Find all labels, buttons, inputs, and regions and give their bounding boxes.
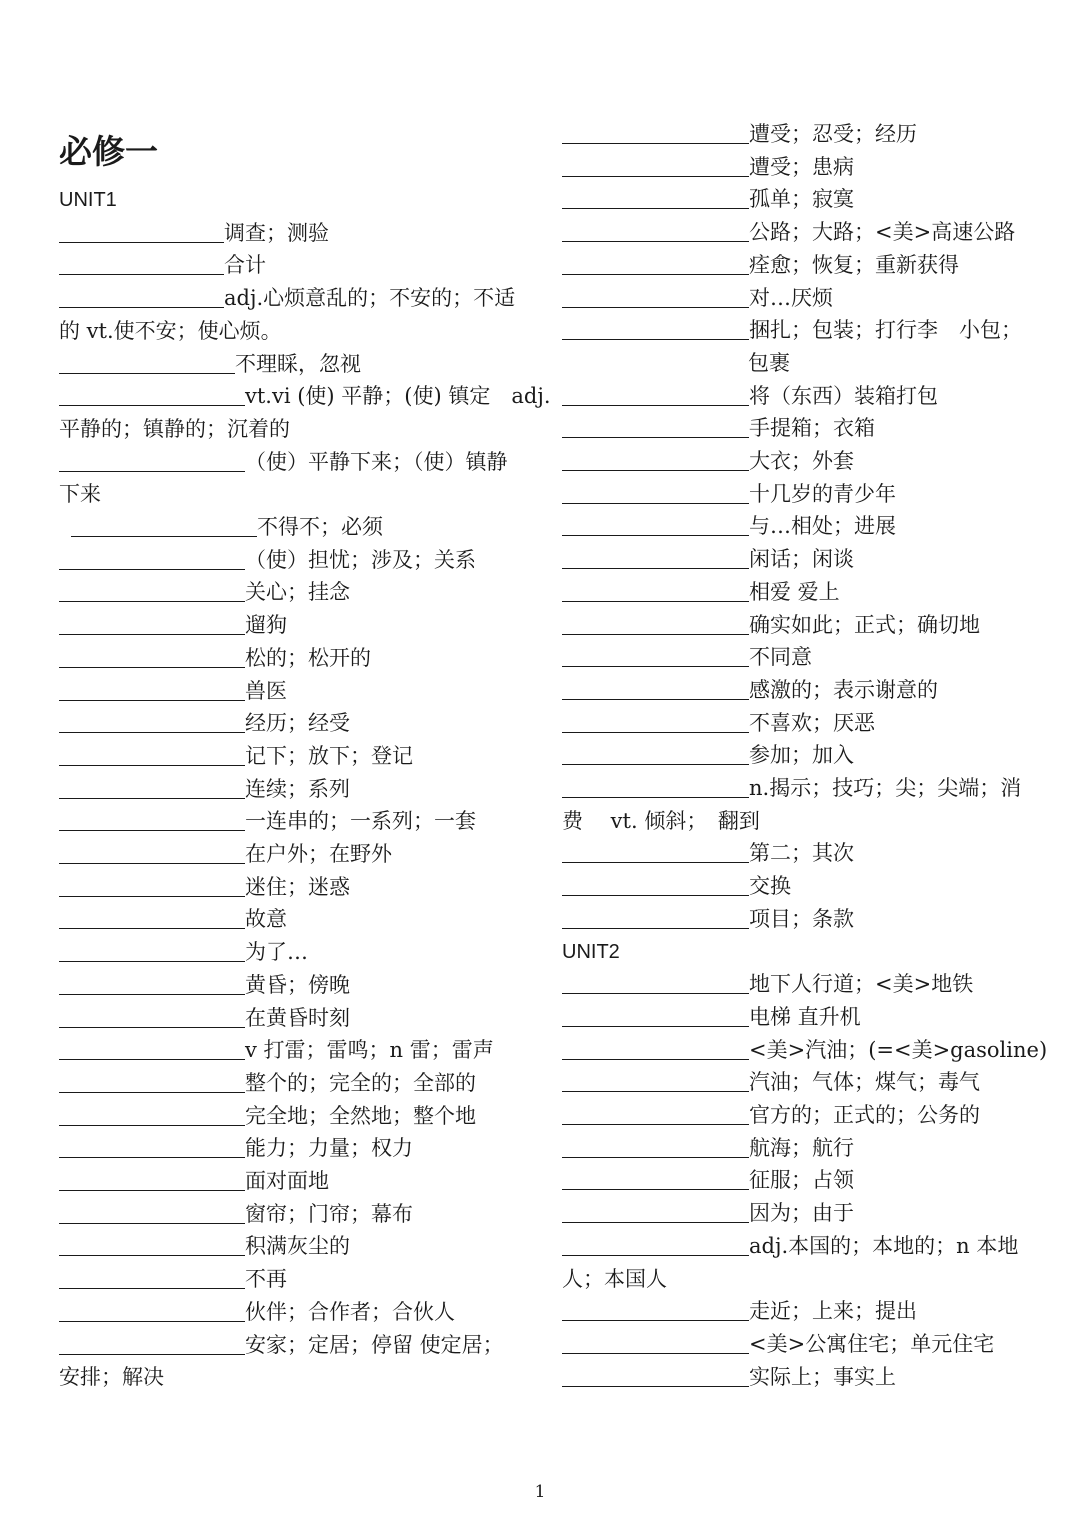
answer-blank[interactable] xyxy=(59,643,245,668)
definition-text: 整个的；完全的；全部的 xyxy=(245,1070,476,1095)
answer-blank[interactable] xyxy=(562,381,749,406)
definition-text: 积满灰尘的 xyxy=(245,1234,350,1259)
vocab-entry xyxy=(562,903,854,935)
vocab-entry xyxy=(562,1328,994,1360)
vocab-entry xyxy=(562,249,959,281)
vocab-entry xyxy=(59,1329,504,1361)
answer-blank[interactable] xyxy=(59,1101,245,1126)
definition-text: 面对面地 xyxy=(245,1169,329,1193)
answer-blank[interactable] xyxy=(59,1133,245,1158)
vocab-entry xyxy=(59,936,308,968)
vocab-entry xyxy=(562,1066,980,1098)
definition-text: 与…相处；进展 xyxy=(749,514,896,539)
answer-blank[interactable] xyxy=(59,970,245,995)
definition-text: 经历；经受 xyxy=(245,711,350,736)
definition-text: 合计 xyxy=(224,253,266,278)
answer-blank[interactable] xyxy=(59,1199,245,1224)
definition-text: 关心；挂念 xyxy=(245,580,350,605)
answer-blank[interactable] xyxy=(562,479,749,504)
definition-text: adj.心烦意乱的；不安的；不适 xyxy=(224,286,516,311)
definition-text: 伙伴；合作者；合伙人 xyxy=(245,1299,455,1324)
answer-blank[interactable] xyxy=(562,544,749,569)
vocab-entry xyxy=(562,1099,980,1131)
vocab-entry xyxy=(59,1132,413,1164)
vocab-entry xyxy=(562,772,1021,804)
answer-blank[interactable] xyxy=(59,1231,245,1256)
definition-text: 感激的；表示谢意的 xyxy=(749,677,938,702)
vocab-entry xyxy=(562,576,840,608)
vocab-entry xyxy=(562,707,875,739)
vocab-entry xyxy=(59,544,476,576)
answer-blank[interactable] xyxy=(59,741,245,766)
definition-text: 走近；上来；提出 xyxy=(749,1299,917,1324)
vocab-entry xyxy=(562,216,1015,248)
vocab-entry xyxy=(562,314,1022,346)
definition-text: 公路；大路；<美>高速公路 xyxy=(749,220,1016,245)
answer-blank[interactable] xyxy=(562,675,749,700)
vocab-entry xyxy=(59,1165,329,1197)
vocab-entry xyxy=(562,968,973,1000)
vocab-entry xyxy=(59,675,287,707)
entry-continuation: 下来 xyxy=(59,482,101,507)
answer-blank[interactable] xyxy=(562,315,749,340)
definition-text: 交换 xyxy=(749,874,791,899)
answer-blank[interactable] xyxy=(562,152,749,177)
definition-text: 手提箱；衣箱 xyxy=(749,416,875,441)
entry-continuation: 费 vt. 倾斜； 翻到 xyxy=(562,808,760,833)
answer-blank[interactable] xyxy=(562,217,749,242)
definition-text: 项目；条款 xyxy=(749,906,854,931)
answer-blank[interactable] xyxy=(59,577,245,602)
vocab-entry xyxy=(59,707,350,739)
definition-text: 不喜欢；厌恶 xyxy=(749,710,875,735)
definition-text: 兽医 xyxy=(245,678,287,703)
definition-text: 将（东西）装箱打包 xyxy=(749,383,938,408)
vocab-entry xyxy=(562,1164,854,1196)
definition-text: 故意 xyxy=(245,907,287,932)
answer-blank[interactable] xyxy=(59,610,245,635)
answer-blank[interactable] xyxy=(59,676,245,701)
vocab-entry xyxy=(562,1034,1047,1066)
definition-text: 在户外；在野外 xyxy=(245,842,392,866)
answer-blank[interactable] xyxy=(59,904,245,929)
vocab-entry xyxy=(562,1001,861,1033)
vocab-entry xyxy=(59,1230,350,1262)
answer-blank[interactable] xyxy=(562,511,749,536)
definition-text: 能力；力量；权力 xyxy=(245,1136,413,1161)
vocab-entry xyxy=(59,348,361,380)
definition-text: 官方的；正式的；公务的 xyxy=(749,1103,980,1127)
definition-text: 十几岁的青少年 xyxy=(749,481,896,506)
answer-blank[interactable] xyxy=(562,446,749,471)
definition-text: 遭受；患病 xyxy=(749,154,854,179)
vocab-entry xyxy=(59,740,413,772)
definition-text: 窗帘；门帘；幕布 xyxy=(245,1201,413,1226)
vocab-entry xyxy=(59,217,329,249)
definition-text: 第二；其次 xyxy=(749,841,854,866)
vocab-entry xyxy=(562,739,854,771)
answer-blank[interactable] xyxy=(562,838,749,863)
answer-blank[interactable] xyxy=(562,1198,749,1223)
unit-heading: UNIT1 xyxy=(59,189,117,211)
vocab-entry xyxy=(71,511,383,543)
unit-heading: UNIT2 xyxy=(562,940,620,963)
vocab-entry xyxy=(562,1361,896,1393)
answer-blank[interactable] xyxy=(562,740,749,765)
answer-blank[interactable] xyxy=(59,872,245,897)
definition-text: <美>公寓住宅；单元住宅 xyxy=(749,1331,995,1356)
answer-blank[interactable] xyxy=(562,577,749,602)
vocab-entry xyxy=(562,380,938,412)
vocab-entry xyxy=(59,773,350,805)
vocab-entry xyxy=(59,642,371,674)
answer-blank[interactable] xyxy=(59,1068,245,1093)
definition-text: （使）平静下来；（使）镇静 xyxy=(245,449,508,474)
answer-blank[interactable] xyxy=(562,1133,749,1158)
vocab-entry xyxy=(59,1198,413,1230)
answer-blank[interactable] xyxy=(59,1264,245,1289)
definition-text: 遛狗 xyxy=(245,613,287,638)
vocab-entry xyxy=(562,543,854,575)
definition-text: 为了… xyxy=(245,940,308,965)
answer-blank[interactable] xyxy=(562,1002,749,1027)
answer-blank[interactable] xyxy=(71,512,257,537)
answer-blank[interactable] xyxy=(562,1165,749,1190)
definition-text: 征服；占领 xyxy=(749,1168,854,1193)
answer-blank[interactable] xyxy=(59,349,235,374)
vocab-entry xyxy=(562,478,896,510)
vocab-entry xyxy=(59,1296,455,1328)
definition-text: 对…厌烦 xyxy=(749,285,833,310)
answer-blank[interactable] xyxy=(562,1329,749,1354)
vocab-entry xyxy=(562,609,980,641)
definition-text: v 打雷；雷鸣；n 雷；雷声 xyxy=(245,1038,494,1063)
page-number: 1 xyxy=(534,1482,546,1502)
answer-blank[interactable] xyxy=(562,1296,749,1321)
vocab-entry xyxy=(562,837,854,869)
definition-text: 参加；加入 xyxy=(749,743,854,768)
answer-blank[interactable] xyxy=(562,708,749,733)
vocab-entry xyxy=(562,1230,1018,1262)
page-title: 必修一 xyxy=(59,132,158,171)
entry-continuation: 安排；解决 xyxy=(59,1365,164,1390)
answer-blank[interactable] xyxy=(59,283,224,308)
definition-text: 在黄昏时刻 xyxy=(245,1005,350,1030)
definition-text: 安家；定居；停留 使定居； xyxy=(245,1332,504,1357)
vocab-entry xyxy=(59,838,392,870)
definition-text: 捆扎；包装；打行李 小包； xyxy=(749,318,1022,343)
definition-text: （使）担忧；涉及；关系 xyxy=(245,547,476,572)
answer-blank[interactable] xyxy=(562,119,749,144)
definition-text: 不再 xyxy=(245,1267,287,1292)
definition-text: 痊愈；恢复；重新获得 xyxy=(749,252,959,277)
vocab-entry xyxy=(59,249,266,281)
answer-blank[interactable] xyxy=(562,250,749,275)
answer-blank[interactable] xyxy=(59,1035,245,1060)
answer-blank[interactable] xyxy=(59,839,245,864)
answer-blank[interactable] xyxy=(562,1035,749,1060)
vocab-entry xyxy=(59,1034,494,1066)
entry-continuation: 人；本国人 xyxy=(562,1266,667,1291)
vocab-entry xyxy=(562,445,854,477)
vocab-entry xyxy=(59,903,287,935)
definition-text: 连续；系列 xyxy=(245,776,350,801)
answer-blank[interactable] xyxy=(562,184,749,209)
definition-text: 实际上；事实上 xyxy=(749,1364,896,1389)
answer-blank[interactable] xyxy=(59,1166,245,1191)
answer-blank[interactable] xyxy=(562,1362,749,1387)
definition-text: 松的；松开的 xyxy=(245,645,371,670)
answer-blank[interactable] xyxy=(59,1003,245,1028)
answer-blank[interactable] xyxy=(59,774,245,799)
vocab-entry xyxy=(59,609,287,641)
definition-text: 一连串的；一系列；一套 xyxy=(245,809,476,834)
answer-blank[interactable] xyxy=(562,871,749,896)
answer-blank[interactable] xyxy=(562,413,749,438)
answer-blank[interactable] xyxy=(562,773,749,798)
definition-text: 汽油；气体；煤气；毒气 xyxy=(749,1070,980,1095)
definition-text: 确实如此；正式；确切地 xyxy=(749,612,980,637)
answer-blank[interactable] xyxy=(562,283,749,308)
vocab-entry xyxy=(59,576,350,608)
vocab-entry xyxy=(562,641,812,673)
entry-continuation: 平静的；镇静的；沉着的 xyxy=(59,416,290,441)
vocab-entry xyxy=(59,969,350,1001)
definition-text: adj.本国的；本地的；n 本地 xyxy=(749,1233,1019,1258)
answer-blank[interactable] xyxy=(562,1100,749,1125)
definition-text: 遭受；忍受；经历 xyxy=(749,122,917,146)
vocab-entry xyxy=(562,282,833,314)
answer-blank[interactable] xyxy=(59,708,245,733)
answer-blank[interactable] xyxy=(59,1330,245,1355)
definition-text: 地下人行道；<美>地铁 xyxy=(749,972,974,997)
definition-text: 孤单；寂寞 xyxy=(749,187,854,212)
answer-blank[interactable] xyxy=(562,610,749,635)
vocab-entry xyxy=(562,1295,917,1327)
vocab-entry xyxy=(59,1100,476,1132)
vocab-entry xyxy=(562,151,854,183)
definition-text: 大衣；外套 xyxy=(749,449,854,473)
answer-blank[interactable] xyxy=(562,969,749,994)
vocab-entry xyxy=(562,412,875,444)
vocab-entry xyxy=(59,1067,476,1099)
definition-text: n.揭示；技巧；尖；尖端；消 xyxy=(749,776,1022,800)
entry-continuation: 的 vt.使不安；使心烦。 xyxy=(59,318,282,343)
answer-blank[interactable] xyxy=(59,250,224,275)
answer-blank[interactable] xyxy=(59,806,245,831)
vocab-entry xyxy=(562,870,791,902)
vocab-entry xyxy=(562,510,896,542)
answer-blank[interactable] xyxy=(562,642,749,667)
definition-text: 电梯 直升机 xyxy=(749,1004,861,1029)
answer-blank[interactable] xyxy=(59,545,245,570)
definition-text: 黄昏；傍晚 xyxy=(245,972,350,997)
vocab-entry xyxy=(59,446,508,478)
definition-text: 闲话；闲谈 xyxy=(749,547,854,572)
definition-text: vt.vi (使) 平静；(使) 镇定 adj. xyxy=(245,384,551,409)
definition-text: 完全地；全然地；整个地 xyxy=(245,1103,476,1128)
definition-text: 记下；放下；登记 xyxy=(245,743,413,768)
definition-text: 不得不；必须 xyxy=(257,515,383,539)
vocab-entry xyxy=(562,118,917,150)
entry-continuation: 包裹 xyxy=(748,350,790,375)
vocab-entry xyxy=(59,1263,287,1295)
answer-blank[interactable] xyxy=(59,937,245,962)
vocab-entry xyxy=(59,805,476,837)
answer-blank[interactable] xyxy=(59,381,245,406)
answer-blank[interactable] xyxy=(59,1297,245,1322)
vocab-entry xyxy=(59,1002,350,1034)
definition-text: 迷住；迷惑 xyxy=(245,874,350,899)
definition-text: <美>汽油；(=<美>gasoline) xyxy=(749,1037,1048,1062)
vocab-entry xyxy=(562,1132,854,1164)
definition-text: 航海；航行 xyxy=(749,1135,854,1160)
vocab-entry xyxy=(562,674,938,706)
vocab-entry xyxy=(562,1197,854,1229)
vocab-entry xyxy=(59,282,515,314)
definition-text: 相爱 爱上 xyxy=(749,579,840,604)
vocab-entry xyxy=(59,380,551,412)
answer-blank[interactable] xyxy=(59,218,224,243)
answer-blank[interactable] xyxy=(562,1067,749,1092)
definition-text: 因为；由于 xyxy=(749,1201,854,1226)
vocab-entry xyxy=(59,871,350,903)
vocab-entry xyxy=(562,183,854,215)
answer-blank[interactable] xyxy=(59,447,245,472)
answer-blank[interactable] xyxy=(562,1231,749,1256)
definition-text: 调查；测验 xyxy=(224,220,329,245)
definition-text: 不理睬，忽视 xyxy=(235,351,361,376)
answer-blank[interactable] xyxy=(562,904,749,929)
definition-text: 不同意 xyxy=(749,645,812,670)
